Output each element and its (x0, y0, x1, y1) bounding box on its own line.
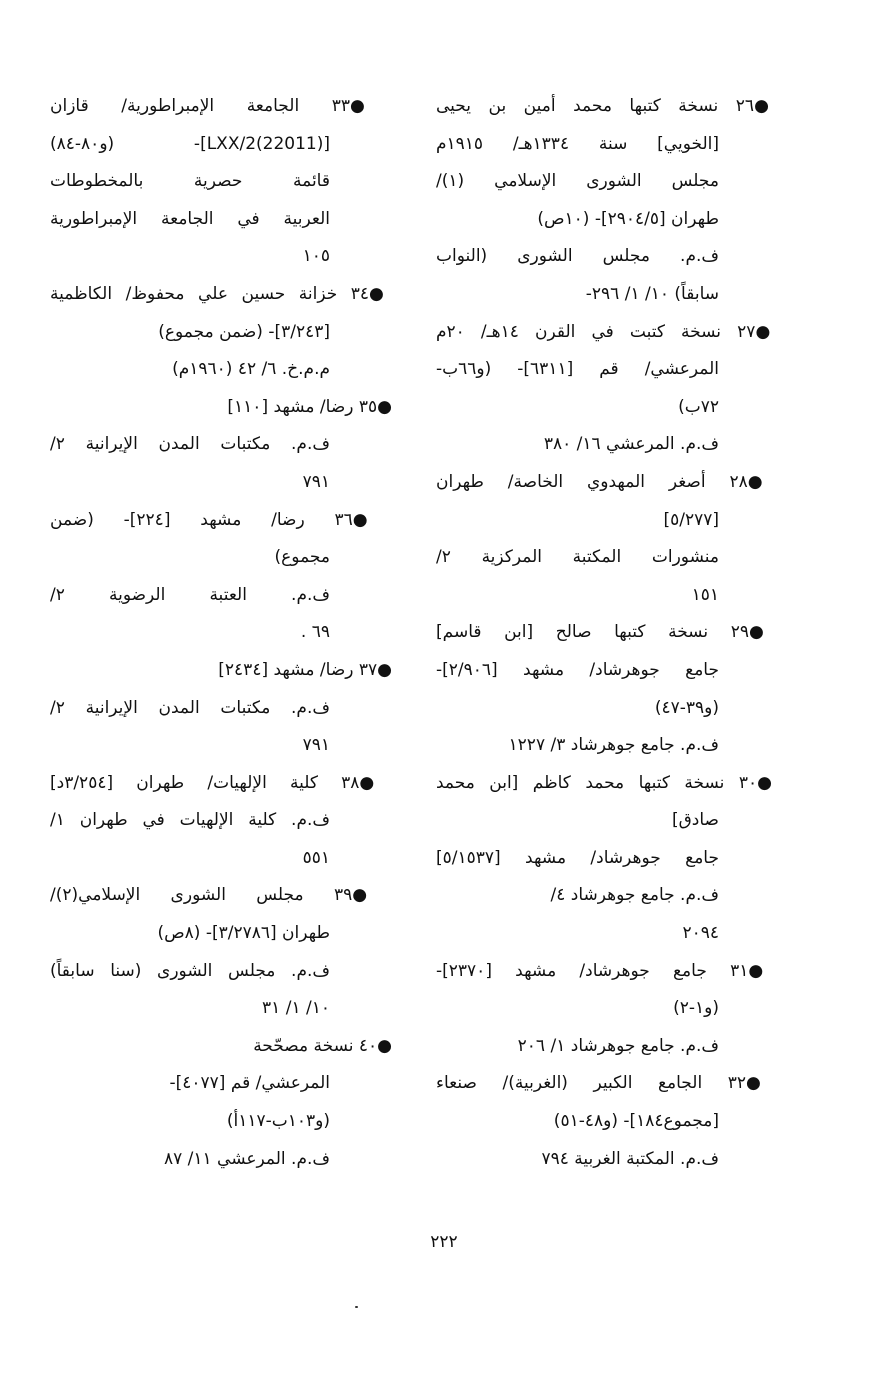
entry-line: ٥٥١ (302, 847, 330, 868)
entry-line: ف.م. مجلس الشورى (النواب (436, 246, 719, 267)
entry-heading: ●٢٩ نسخة كتبها صالح [ابن قاسم] (436, 622, 781, 643)
entry-line: (و١-٢) (673, 998, 719, 1019)
entry-line: ف.م. العتبة الرضوية ٢/ (50, 584, 330, 605)
entry-line: صادق] (671, 810, 719, 831)
catalogue-entry (50, 877, 392, 1027)
entry-line: قائمة حصرية بالمخطوطات (50, 171, 330, 192)
entry-line: (و٣٩-٤٧) (654, 697, 719, 718)
catalogue-entry (436, 314, 781, 464)
page-number: ٢٢٢ (430, 1232, 458, 1252)
catalogue-entry (50, 652, 392, 765)
entry-line: [الخويي] سنة ١٣٣٤هـ/ ١٩١٥م (436, 133, 720, 154)
entry-heading: ●٣٣ الجامعة الإمبراطورية/ قازان (50, 96, 392, 116)
entry-line: ٢٠٩٤ (682, 923, 719, 944)
catalogue-entry (436, 953, 781, 1066)
entry-heading: ●٣٠ نسخة كتبها محمد كاظم [ابن محمد (436, 772, 781, 793)
entry-line: ف.م. مكتبات المدن الإيرانية ٢/ (50, 434, 330, 455)
entry-line: (و١٠٣ب-١١٧أ) (226, 1111, 330, 1132)
entry-line: ١٥١ (691, 584, 719, 605)
entry-line: العربية في الجامعة الإمبراطورية (50, 208, 330, 229)
entry-line: ف.م. مجلس الشورى (سنا سابقاً) (50, 960, 330, 981)
entry-heading: ●٣١ جامع جوهرشاد/ مشهد [٢٣٧٠]- (436, 960, 781, 981)
entry-heading: ●٢٦ نسخة كتبها محمد أمين بن يحيى (436, 96, 781, 116)
entry-line: ٦٩ . (300, 622, 330, 643)
entry-heading: ●٣٩ مجلس الشورى الإسلامي(٢)/ (50, 885, 392, 906)
entry-heading: ●٣٤ خزانة حسين علي محفوظ/ الكاظمية (50, 283, 392, 304)
scan-speck (355, 1306, 358, 1308)
entry-line: ١٠٥ (302, 246, 330, 267)
entry-heading: ●٣٥ رضا/ مشهد [١١٠] (227, 396, 392, 417)
catalogue-entry (50, 389, 392, 502)
entry-line: م.م.خ. ٦/ ٤٢ (١٩٦٠م) (172, 359, 330, 380)
entry-line: المرعشي/ قم [٤٠٧٧]- (169, 1073, 330, 1094)
right-column (436, 88, 781, 1178)
catalogue-entry (50, 1028, 392, 1178)
left-column (50, 88, 392, 1178)
catalogue-entry (436, 1065, 781, 1178)
entry-line: جامع جوهرشاد/ مشهد [٥/١٥٣٧] (436, 847, 719, 868)
entry-line: ف.م. المكتبة الغربية ٧٩٤ (541, 1148, 719, 1169)
catalogue-entry (436, 464, 781, 614)
entry-heading: ●٢٧ نسخة كتبت في القرن ١٤هـ/ ٢٠م (436, 321, 781, 342)
catalogue-entry (50, 502, 392, 652)
catalogue-entry (436, 765, 781, 953)
entry-line: طهران [٣/٢٧٨٦]- (٨ص) (157, 923, 330, 944)
entry-line: مجموع) (274, 547, 330, 568)
entry-line: طهران [٢٩٠٤/٥]- (١٠ص) (537, 208, 719, 229)
entry-heading: ●٣٦ رضا/ مشهد [٢٢٤]- (ضمن (50, 509, 392, 530)
entry-line: سابقاً) ١٠/ ١/ ٢٩٦- (585, 283, 719, 304)
entry-line: [٥/٢٧٧] (663, 509, 719, 530)
entry-line: ٧٢ب) (678, 396, 719, 417)
entry-line: [LXX/2(22011)]- (و٨٠-٨٤) (50, 133, 330, 154)
entry-line: ٧٩١ (302, 735, 330, 756)
entry-line: منشورات المكتبة المركزية ٢/ (436, 547, 719, 568)
entry-line: المرعشي/ قم [٦٣١١]- (و٦٦ب- (436, 359, 720, 380)
entry-line: ٧٩١ (302, 471, 330, 492)
entry-line: ف.م. جامع جوهرشاد ١/ ٢٠٦ (517, 1035, 719, 1056)
entry-heading: ●٣٨ كلية الإلهيات/ طهران [٣/٢٥٤د] (50, 772, 392, 793)
entry-heading: ●٣٢ الجامع الكبير (الغربية)/ صنعاء (436, 1073, 781, 1094)
entry-line: ف.م. كلية الإلهيات في طهران ١/ (50, 810, 330, 831)
entry-heading: ●٤٠ نسخة مصحّحة (253, 1035, 392, 1056)
catalogue-entry (50, 765, 392, 878)
entry-line: ف.م. مكتبات المدن الإيرانية ٢/ (50, 697, 330, 718)
entry-line: ف.م. جامع جوهرشاد ٣/ ١٢٢٧ (508, 735, 719, 756)
entry-line: ف.م. المرعشي ١١/ ٨٧ (163, 1148, 330, 1169)
entry-line: ١٠/ ١/ ٣١ (262, 998, 330, 1019)
catalogue-entry (436, 88, 781, 314)
entry-line: ف.م. المرعشي ١٦/ ٣٨٠ (543, 434, 719, 455)
entry-heading: ●٣٧ رضا/ مشهد [٢٤٣٤] (218, 659, 392, 680)
entry-line: جامع جوهرشاد/ مشهد [٢/٩٠٦]- (436, 659, 719, 680)
entry-line: [مجموع١٨٤]- (و٤٨-٥١) (553, 1111, 719, 1132)
catalogue-entry (436, 614, 781, 764)
entry-line: [٣/٢٤٣]- (ضمن مجموع) (158, 321, 330, 342)
entry-line: ف.م. جامع جوهرشاد ٤/ (550, 885, 719, 906)
catalogue-entry (50, 276, 392, 389)
entry-line: مجلس الشورى الإسلامي (١)/ (436, 171, 719, 192)
catalogue-entry (50, 88, 392, 276)
entry-heading: ●٢٨ أصغر المهدوي الخاصة/ طهران (436, 471, 781, 492)
